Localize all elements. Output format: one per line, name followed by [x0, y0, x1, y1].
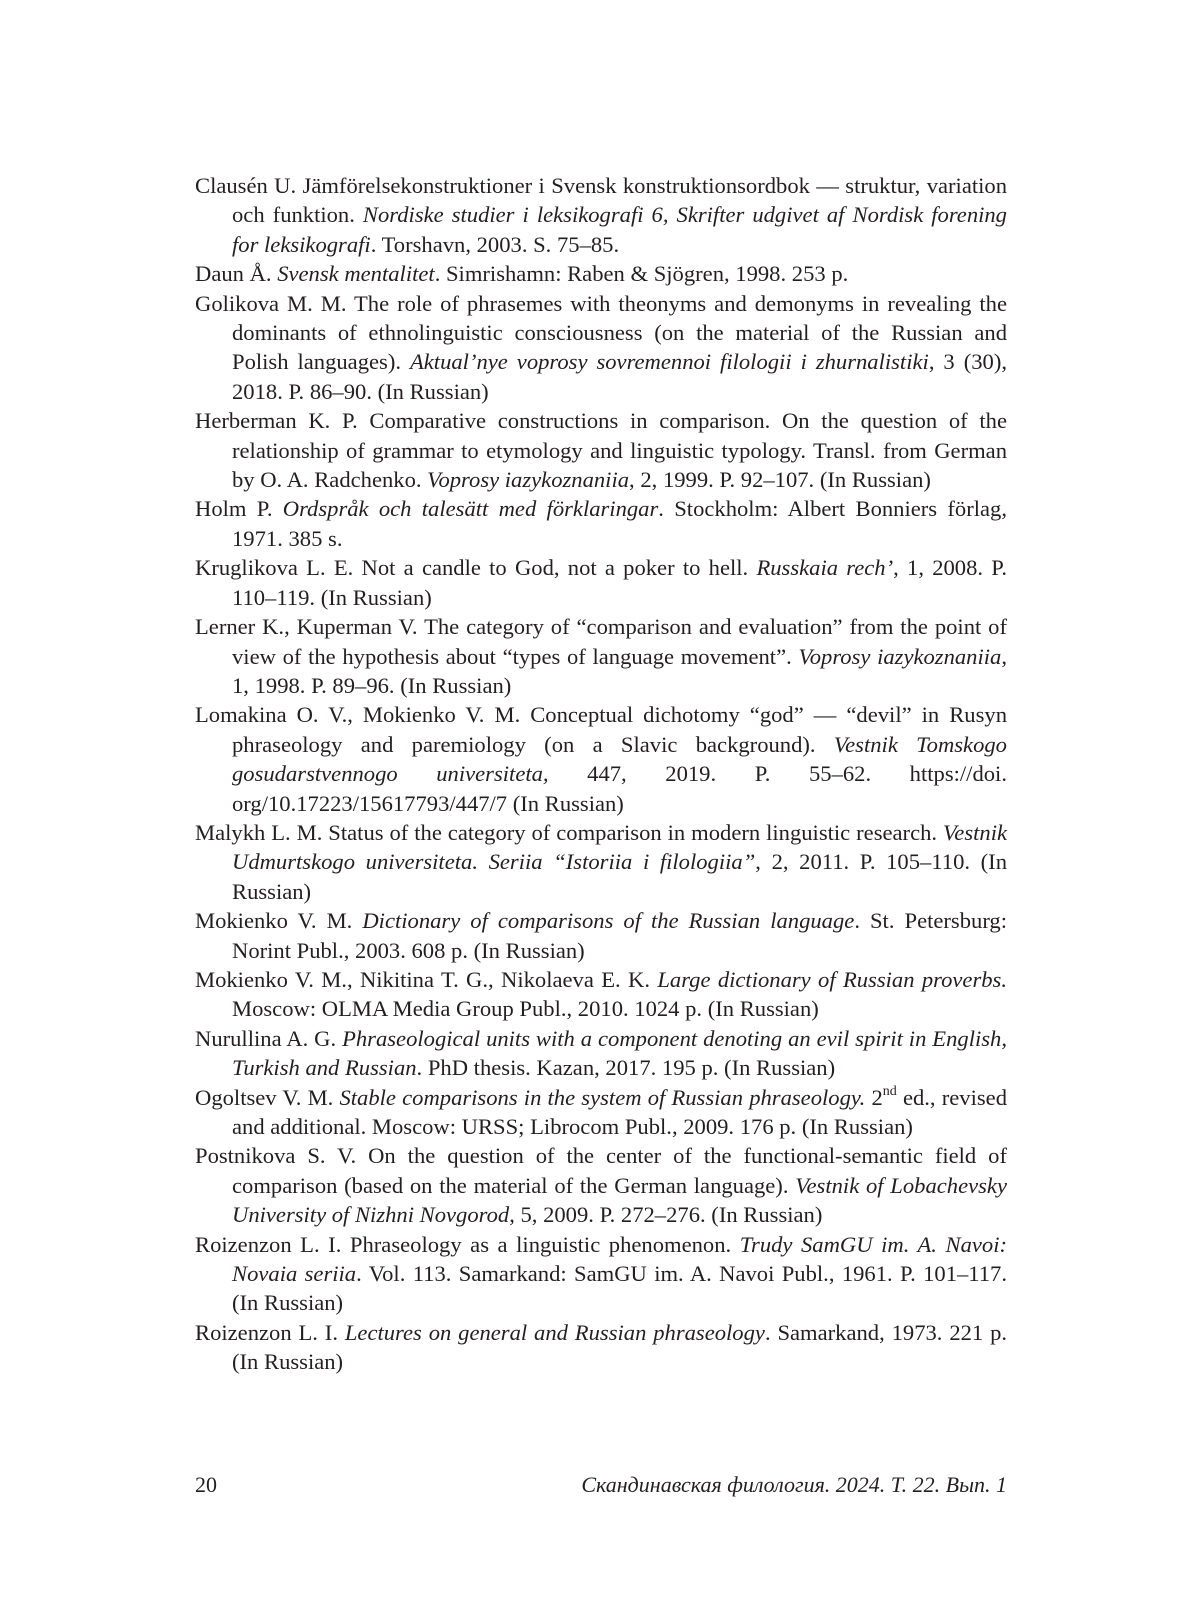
reference-text: , 5, 2009. P. 272–276. (In Russian) [509, 1202, 823, 1228]
reference-text: Golikova M. M. The role of phrasemes with theonyms and demonyms in revealing the dominants of ethnolinguistic consciousness (on the material of the Russian and Polish languages). [195, 290, 1007, 375]
reference-title: Nordiske studier i leksikografi 6, Skrifter udgivet af Nordisk forening for leksikografi [232, 202, 1007, 257]
reference-entry [195, 259, 1007, 288]
reference-text: , 2, 2011. P. 105–​110. (In Russian) [232, 849, 1007, 904]
reference-text: . Vol. 113. Samarkand: SamGU im. A. Navoi Publ., 1961. P. 101–117. (In Russian) [232, 1261, 1007, 1316]
reference-text: Postnikova S. V. On the question of the center of the functional-semantic field of comparison (based on the material of the German language). [195, 1143, 1007, 1198]
reference-entry [195, 965, 1007, 1024]
reference-title: Aktual’nye voprosy sovremennoi filologii i zhurnalistiki [409, 349, 929, 375]
reference-title: Vestnik Tomskogo gosudarstvennogo universiteta, [232, 731, 1007, 787]
reference-entry [195, 406, 1007, 494]
running-title: Скандинавская филология. 2024. Т. 22. Вып. 1 [581, 1472, 1007, 1497]
reference-text: Ogoltsev V. M. [195, 1084, 340, 1110]
reference-text: . St. Petersburg: Norint Publ., 2003. 608 p. (In Russian) [232, 908, 1008, 963]
reference-text: Malykh L. M. Status of the category of comparison in modern linguistic research. [195, 819, 943, 845]
reference-text: Roizenzon L. I. Phraseology as a linguistic phenomenon. [195, 1231, 740, 1257]
reference-entry [195, 906, 1007, 965]
reference-text: , 2, 1999. P. 92–107. (In Russian) [629, 467, 931, 493]
reference-title: Dictionary of comparisons of the Russian language [362, 908, 855, 934]
reference-text: Mokienko V. M. [195, 908, 363, 934]
reference-entry [195, 1083, 1007, 1142]
reference-entry [195, 553, 1007, 612]
reference-text: Holm P. [195, 496, 283, 522]
reference-title: Trudy SamGU im. A. Navoi: Novaia seriia [232, 1231, 1008, 1287]
reference-text: Lomakina O. V., Mokienko V. M. Conceptual dichotomy “god” — “devil” in Rusyn phraseology and paremiology (on a Slavic background). [195, 702, 1007, 757]
page-number: 20 [195, 1472, 217, 1497]
reference-text: Nurullina A. G. [195, 1025, 343, 1051]
superscript-text: nd [882, 1084, 897, 1100]
reference-text: Kruglikova L. E. Not a candle to God, not a poker to hell. [195, 555, 757, 581]
reference-text: Daun Å. [195, 261, 278, 287]
reference-text: . Simrishamn: Raben & Sjögren, 1998. 253 p. [434, 261, 849, 287]
reference-title: Phraseological units with a component denoting an evil spirit in English, Turkish and Russian [232, 1025, 1007, 1081]
reference-entry [195, 818, 1007, 906]
reference-title: Vestnik Udmurtskogo universiteta. Seriia “Istoriia i filologiia” [232, 819, 1007, 875]
reference-text: , 1, 2008. P. 110–119. (In Russian) [232, 555, 1007, 610]
reference-text: Herberman K. P. Comparative constructions in comparison. On the question of the relationship of grammar to etymology and linguistic typology. Transl. from German by O. A. Radchenko. [195, 408, 1007, 493]
reference-text: 2 [865, 1084, 883, 1110]
reference-text: 447, 2019. P. 55–62. https://doi.​org/10.17223/15617793/447/7 (In Russian) [232, 761, 1007, 816]
reference-entry [195, 1024, 1007, 1083]
reference-text: ed., revised and additional. Moscow: URSS; Librocom Publ., 2009. 176 p. (In Russian) [232, 1084, 1007, 1139]
reference-title: Stable comparisons in the system of Russian phraseology. [339, 1084, 866, 1110]
reference-text: . PhD thesis. Kazan, 2017. 195 p. (In Russian) [416, 1055, 836, 1081]
reference-text: . Stockholm: Albert Bonniers förlag, 1971. 385 s. [232, 496, 1007, 551]
reference-list [195, 171, 1007, 1377]
reference-text: . Torshavn, 2003. S. 75–85. [370, 231, 620, 257]
reference-text: Roizenzon L. I. [195, 1319, 345, 1345]
reference-text: , 3 (30), 2018. P. 86–90. (In Russian) [232, 349, 1007, 404]
reference-text: , 1, 1998. P. 89–96. (In Russian) [232, 643, 1007, 698]
reference-title: Ordspråk och talesätt med förklaringar [282, 496, 659, 522]
reference-entry [195, 700, 1007, 818]
reference-title: Svensk mentalitet [277, 261, 435, 287]
reference-title: Voprosy iazykoznaniia [427, 467, 630, 493]
reference-entry [195, 612, 1007, 700]
reference-title: Lectures on general and Russian phraseology [344, 1319, 765, 1345]
reference-title: Large dictionary of Russian proverbs. [657, 966, 1007, 992]
reference-text: . Samarkand, 1973. 221 p. (In Russian) [232, 1319, 1008, 1375]
reference-entry [195, 289, 1007, 407]
reference-text: Clausén U. Jämförelsekonstruktioner i Svensk konstruktionsordbok — struktur, variation och funktion. [195, 173, 1007, 228]
reference-entry [195, 1318, 1007, 1377]
reference-entry [195, 1141, 1007, 1229]
reference-title: Vestnik of Lobachevsky University of Nizhni Novgorod [232, 1172, 1007, 1228]
reference-title: Russkaia rech’ [756, 555, 894, 581]
reference-title: Voprosy iazykoznaniia [798, 643, 1002, 669]
reference-text: Mokienko V. M., Nikitina T. G., Nikolaeva E. K. [195, 966, 658, 992]
reference-entry [195, 494, 1007, 553]
reference-text: Moscow: OLMA Media Group Publ., 2010. 1024 p. (In Russian) [232, 996, 819, 1022]
reference-text: Lerner K., Kuperman V. The category of “comparison and evaluation” from the point of view of the hypothesis about “types of language movement”. [195, 614, 1007, 669]
reference-entry [195, 171, 1007, 259]
reference-entry [195, 1230, 1007, 1318]
